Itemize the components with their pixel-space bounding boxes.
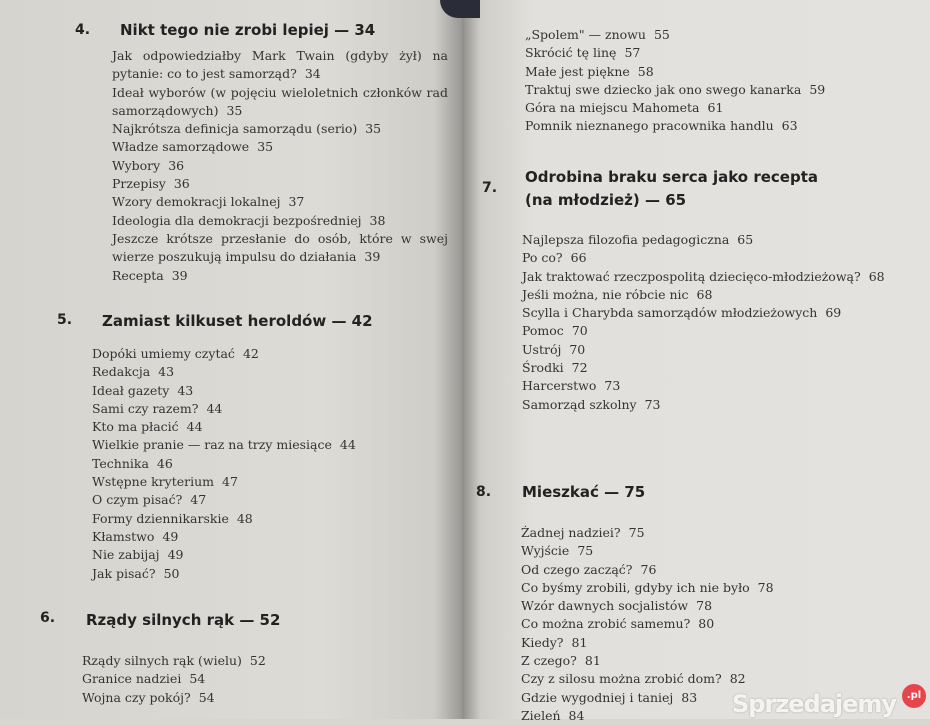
- entry-title: Pomoc: [522, 323, 564, 339]
- toc-entry: [525, 99, 905, 117]
- entry-title: Rządy silnych rąk (wielu): [82, 653, 242, 668]
- entry-page-number: 73: [604, 378, 621, 394]
- entry-title: Wzory demokracji lokalnej: [112, 194, 281, 210]
- entry-page-number: 43: [158, 364, 175, 380]
- toc-entry: [521, 689, 721, 707]
- entry-page-number: 44: [206, 400, 223, 416]
- entry-page-number: 36: [173, 176, 190, 192]
- entry-page-number: 75: [577, 543, 594, 559]
- entry-title: Czy z silosu można zrobić dom?: [521, 671, 722, 687]
- toc-entry: [112, 47, 448, 84]
- entry-page-number: 70: [569, 341, 586, 357]
- toc-entry: [521, 561, 721, 579]
- entry-page-number: 75: [628, 525, 645, 540]
- entry-title: Granice nadziei: [82, 671, 182, 687]
- entry-title: Kiedy?: [521, 634, 564, 650]
- entry-page-number: 44: [339, 437, 356, 453]
- entry-page-number: 42: [242, 346, 259, 361]
- entry-page-number: 47: [190, 492, 207, 508]
- toc-entry: [522, 341, 904, 359]
- entry-page-number: 50: [163, 565, 180, 581]
- entry-title: Nie zabijaj: [92, 547, 160, 563]
- entry-list: [521, 524, 774, 725]
- entry-title: Formy dziennikarskie: [92, 510, 229, 526]
- entry-page-number: 69: [825, 305, 842, 321]
- toc-entry: [521, 542, 721, 560]
- toc-entry: [112, 175, 448, 193]
- entry-title: Jeśli można, nie róbcie nic: [522, 286, 689, 302]
- entry-page-number: 57: [624, 45, 641, 61]
- toc-entry: [112, 193, 448, 211]
- entry-title: Skrócić tę linę: [525, 45, 617, 61]
- toc-entry: [92, 565, 432, 583]
- chapter-number: 7.: [482, 180, 498, 196]
- entry-list: [112, 47, 448, 285]
- entry-page-number: 39: [364, 249, 381, 265]
- entry-page-number: 61: [707, 100, 724, 116]
- toc-entry: [521, 670, 746, 688]
- toc-entry: [92, 363, 432, 381]
- toc-entry: [92, 418, 432, 436]
- chapter-title: Zamiast kilkuset heroldów — 42: [102, 312, 373, 330]
- watermark-logo: Sprzedajemy: [732, 690, 897, 718]
- entry-page-number: 48: [236, 510, 253, 526]
- toc-entry: [82, 670, 422, 688]
- chapter-number: 4.: [75, 22, 91, 38]
- entry-page-number: 36: [168, 157, 185, 173]
- toc-entry: [521, 597, 721, 615]
- entry-title: Co można zrobić samemu?: [521, 616, 691, 632]
- entry-page-number: 37: [288, 194, 305, 210]
- entry-title: Wzór dawnych socjalistów: [521, 598, 689, 614]
- toc-entry: [112, 267, 448, 285]
- entry-page-number: 55: [653, 27, 670, 42]
- toc-entry: [112, 138, 448, 156]
- entry-title: Recepta: [112, 267, 164, 283]
- entry-page-number: 54: [189, 671, 206, 687]
- toc-entry: [92, 546, 432, 564]
- toc-entry: [522, 322, 904, 340]
- entry-title: Ideał wyborów (w pojęciu wieloletnich członków rad samorządowych): [112, 84, 448, 118]
- entry-title: Wybory: [112, 157, 161, 173]
- entry-title: Sami czy razem?: [92, 400, 199, 416]
- entry-title: Z czego?: [521, 653, 577, 669]
- entry-title: Ideologia dla demokracji bezpośredniej: [112, 212, 362, 228]
- entry-page-number: 52: [249, 653, 266, 668]
- entry-title: Ustrój: [522, 341, 562, 357]
- entry-page-number: 39: [171, 267, 188, 283]
- entry-page-number: 76: [640, 561, 657, 577]
- entry-title: O czym pisać?: [92, 492, 183, 508]
- entry-title: Jeszcze krótsze przesłanie do osób, które w swej wierze poszukują impulsu do działania: [112, 230, 448, 265]
- entry-page-number: 66: [570, 250, 587, 266]
- entry-title: Najlepsza filozofia pedagogiczna: [522, 232, 730, 247]
- chapter-number: 8.: [476, 484, 492, 500]
- toc-entry: [525, 81, 905, 99]
- entry-list: [525, 26, 905, 136]
- toc-entry: [82, 652, 422, 670]
- entry-title: Żadnej nadziei?: [521, 525, 621, 540]
- entry-title: Pomnik nieznanego pracownika handlu: [525, 118, 774, 134]
- entry-title: Jak odpowiedziałby Mark Twain (gdyby żył) na pytanie: co to jest samorząd?: [112, 48, 448, 82]
- entry-page-number: 65: [737, 232, 754, 247]
- entry-title: Małe jest piękne: [525, 63, 630, 79]
- entry-page-number: 68: [696, 286, 713, 302]
- entry-page-number: 73: [644, 396, 661, 412]
- entry-title: Przepisy: [112, 176, 166, 192]
- toc-entry: [525, 26, 905, 44]
- toc-entry: [521, 579, 774, 597]
- toc-entry: [92, 345, 432, 363]
- entry-title: Zieleń: [521, 707, 561, 723]
- entry-page-number: 44: [186, 419, 203, 435]
- entry-title: Najkrótsza definicja samorządu (serio): [112, 121, 358, 137]
- entry-title: Góra na miejscu Mahometa: [525, 100, 700, 116]
- chapter-title: Rządy silnych rąk — 52: [86, 611, 281, 629]
- chapter-number: 5.: [57, 312, 73, 328]
- entry-title: Traktuj swe dziecko jak ono swego kanarka: [525, 81, 802, 97]
- toc-entry: [112, 212, 448, 230]
- toc-entry: [92, 455, 432, 473]
- entry-page-number: 83: [681, 689, 698, 705]
- chapter-title-continued: (na młodzież) — 65: [525, 191, 687, 209]
- toc-entry: [522, 231, 904, 249]
- entry-page-number: 81: [584, 653, 601, 669]
- entry-page-number: 78: [757, 579, 774, 595]
- toc-entry: [92, 436, 432, 454]
- entry-page-number: 59: [809, 81, 826, 97]
- toc-entry: [112, 230, 448, 267]
- toc-entry: [525, 44, 905, 62]
- entry-title: Środki: [522, 360, 564, 376]
- entry-page-number: 78: [696, 598, 713, 614]
- entry-list: [522, 231, 904, 414]
- toc-entry: [522, 304, 904, 322]
- toc-entry: [92, 473, 432, 491]
- entry-list: [92, 345, 432, 583]
- entry-page-number: 63: [781, 118, 798, 134]
- entry-page-number: 68: [868, 268, 885, 284]
- entry-title: Dopóki umiemy czytać: [92, 346, 235, 361]
- entry-page-number: 84: [568, 707, 585, 723]
- entry-page-number: 81: [571, 634, 588, 650]
- entry-title: Technika: [92, 455, 149, 471]
- toc-entry: [82, 689, 422, 707]
- entry-title: Kto ma płacić: [92, 419, 179, 435]
- entry-title: Redakcja: [92, 364, 151, 380]
- toc-entry: [92, 528, 432, 546]
- toc-entry: [522, 377, 904, 395]
- entry-page-number: 49: [162, 528, 179, 544]
- entry-page-number: 43: [177, 382, 194, 398]
- entry-title: Wstępne kryterium: [92, 474, 215, 490]
- chapter-title: Odrobina braku serca jako recepta: [525, 168, 818, 186]
- entry-title: Wojna czy pokój?: [82, 689, 191, 705]
- entry-page-number: 46: [156, 455, 173, 471]
- entry-list: [82, 652, 422, 707]
- entry-title: Jak pisać?: [92, 565, 156, 581]
- entry-title: „Spolem" — znowu: [525, 27, 646, 42]
- toc-entry: [521, 652, 721, 670]
- watermark-badge: .pl: [902, 684, 926, 708]
- toc-entry: [521, 707, 721, 725]
- entry-page-number: 49: [167, 547, 184, 563]
- entry-title: Samorząd szkolny: [522, 396, 637, 412]
- entry-title: Harcerstwo: [522, 378, 597, 394]
- entry-page-number: 80: [698, 616, 715, 632]
- toc-entry: [112, 120, 448, 138]
- entry-title: Co byśmy zrobili, gdyby ich nie było: [521, 579, 750, 595]
- toc-entry: [521, 615, 721, 633]
- toc-entry: [522, 268, 904, 286]
- toc-entry: [522, 359, 904, 377]
- chapter-title: Mieszkać — 75: [522, 483, 646, 501]
- toc-entry: [92, 510, 432, 528]
- entry-title: Gdzie wygodniej i taniej: [521, 689, 674, 705]
- entry-title: Od czego zacząć?: [521, 561, 633, 577]
- entry-page-number: 72: [571, 360, 588, 376]
- entry-title: Kłamstwo: [92, 528, 155, 544]
- entry-title: Po co?: [522, 250, 563, 266]
- toc-entry: [521, 634, 721, 652]
- entry-page-number: 34: [304, 66, 321, 82]
- toc-entry: [522, 396, 904, 414]
- entry-title: Scylla i Charybda samorządów młodzieżowych: [522, 305, 818, 321]
- toc-entry: [92, 491, 432, 509]
- entry-page-number: 35: [226, 102, 243, 118]
- entry-page-number: 35: [365, 121, 382, 137]
- chapter-title: Nikt tego nie zrobi lepiej — 34: [120, 21, 376, 39]
- toc-entry: [112, 84, 448, 121]
- entry-page-number: 47: [222, 474, 238, 490]
- entry-title: Wyjście: [521, 543, 570, 559]
- entry-title: Ideał gazety: [92, 382, 170, 398]
- toc-entry: [522, 286, 904, 304]
- entry-title: Jak traktować rzeczpospolitą dziecięco-młodzieżową?: [522, 268, 861, 284]
- chapter-number: 6.: [40, 610, 56, 626]
- entry-page-number: 70: [571, 323, 588, 339]
- toc-entry: [525, 117, 905, 135]
- toc-entry: [522, 249, 904, 267]
- entry-page-number: 82: [729, 671, 746, 687]
- entry-page-number: 35: [257, 139, 274, 155]
- entry-title: Wielkie pranie — raz na trzy miesiące: [92, 437, 332, 453]
- toc-entry: [112, 157, 448, 175]
- toc-entry: [92, 400, 432, 418]
- entry-page-number: 38: [369, 212, 386, 228]
- entry-title: Władze samorządowe: [112, 139, 250, 155]
- entry-page-number: 54: [198, 689, 215, 705]
- toc-entry: [525, 63, 905, 81]
- toc-entry: [92, 382, 432, 400]
- toc-entry: [521, 524, 721, 542]
- entry-page-number: 58: [637, 63, 654, 79]
